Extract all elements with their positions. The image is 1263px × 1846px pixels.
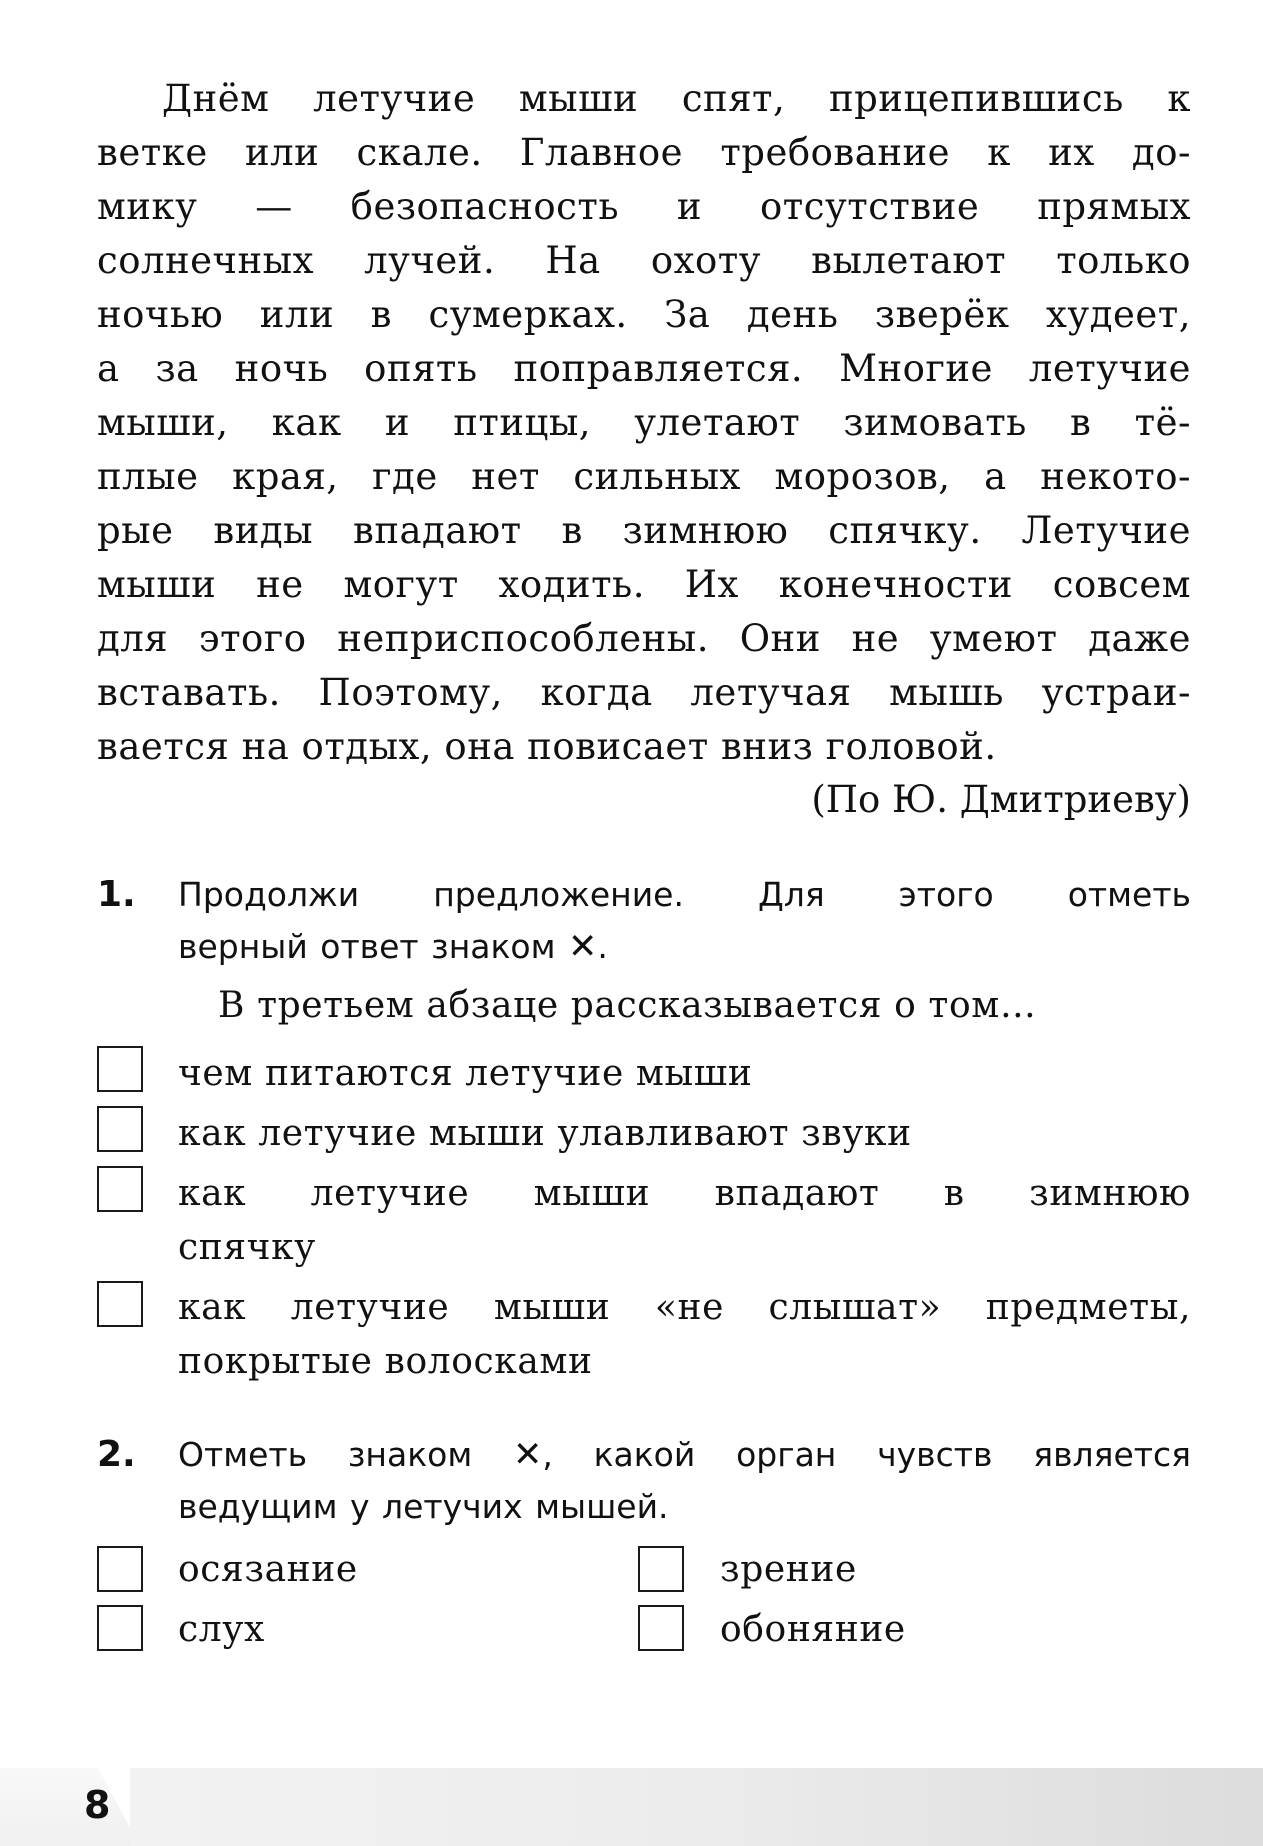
page-number: 8 bbox=[84, 1783, 111, 1827]
task-1-instruction-line-2 bbox=[178, 920, 1191, 974]
passage-line: а за ночь опять поправляется. Многие летучие bbox=[97, 347, 1191, 390]
checkbox-touch[interactable] bbox=[97, 1546, 143, 1592]
passage-line: для этого неприспособлены. Они не умеют даже bbox=[97, 617, 1191, 660]
x-mark-icon: ✕ bbox=[513, 1435, 543, 1475]
option-how-bats-catch-sounds: как летучие мыши улавливают звуки bbox=[178, 1113, 912, 1154]
footer-wedge bbox=[0, 1768, 140, 1846]
checkbox-bats-dont-hear-hairy-objects[interactable] bbox=[97, 1281, 143, 1327]
passage-line: мыши, как и птицы, улетают зимовать в тё- bbox=[97, 401, 1191, 444]
passage-line: рые виды впадают в зимнюю спячку. Летучие bbox=[97, 509, 1191, 552]
passage-line: вставать. Поэтому, когда летучая мышь устраи- bbox=[97, 671, 1191, 714]
x-mark-icon: ✕ bbox=[568, 927, 598, 967]
task-2-instruction-text: Отметь знаком bbox=[178, 1435, 473, 1474]
checkbox-how-bats-hibernate[interactable] bbox=[97, 1166, 143, 1212]
task-2-instruction-line-1 bbox=[178, 1428, 1191, 1482]
option-bats-dont-hear-line-1: как летучие мыши «не слышат» предметы, bbox=[178, 1287, 1191, 1328]
option-bats-dont-hear-line-2: покрытые волосками bbox=[178, 1341, 593, 1382]
passage-line: мыши не могут ходить. Их конечности совсем bbox=[97, 563, 1191, 606]
checkbox-how-bats-catch-sounds[interactable] bbox=[97, 1106, 143, 1152]
passage-line: Днём летучие мыши спят, прицепившись к bbox=[162, 77, 1191, 120]
option-touch: осязание bbox=[178, 1549, 358, 1590]
checkbox-sight[interactable] bbox=[638, 1546, 684, 1592]
passage-line: плые края, где нет сильных морозов, а некото- bbox=[97, 455, 1191, 498]
task-1-question: В третьем абзаце рассказывается о том… bbox=[218, 985, 1037, 1026]
option-sight: зрение bbox=[720, 1549, 857, 1590]
footer-band bbox=[130, 1768, 1263, 1846]
checkbox-smell[interactable] bbox=[638, 1605, 684, 1651]
task-1-number: 1. bbox=[97, 874, 136, 915]
option-how-bats-hibernate-line-2: спячку bbox=[178, 1227, 316, 1268]
task-2-instruction-end: , какой орган чувств является bbox=[542, 1435, 1191, 1474]
option-how-bats-hibernate-line-1: как летучие мыши впадают в зимнюю bbox=[178, 1173, 1191, 1214]
passage-line: ночью или в сумерках. За день зверёк худеет, bbox=[97, 293, 1191, 336]
checkbox-hearing[interactable] bbox=[97, 1605, 143, 1651]
passage-line: мику — безопасность и отсутствие прямых bbox=[97, 185, 1191, 228]
task-1-instruction-text: верный ответ знаком bbox=[178, 927, 556, 966]
task-1-instruction-end: . bbox=[597, 927, 608, 966]
option-smell: обоняние bbox=[720, 1609, 906, 1650]
checkbox-what-bats-eat[interactable] bbox=[97, 1046, 143, 1092]
task-1-instruction-line-1: Продолжи предложение. Для этого отметь bbox=[178, 875, 1191, 914]
option-hearing: слух bbox=[178, 1609, 265, 1650]
passage-attribution: (По Ю. Дмитриеву) bbox=[811, 778, 1191, 821]
task-2-number: 2. bbox=[97, 1434, 136, 1475]
passage-line: вается на отдых, она повисает вниз головой. bbox=[97, 725, 997, 768]
passage-line: ветке или скале. Главное требование к их до- bbox=[97, 131, 1191, 174]
option-what-bats-eat: чем питаются летучие мыши bbox=[178, 1053, 753, 1094]
task-2-instruction-line-2: ведущим у летучих мышей. bbox=[178, 1487, 669, 1526]
passage-line: солнечных лучей. На охоту вылетают только bbox=[97, 239, 1191, 282]
